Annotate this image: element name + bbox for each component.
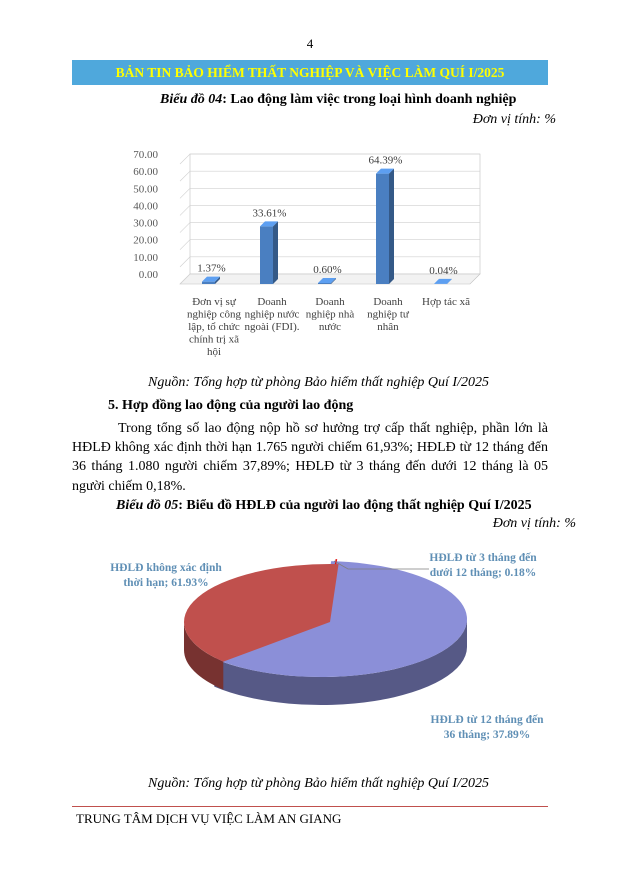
bar [260,221,278,284]
x-tick-label: nghiệp nhà [305,308,355,321]
paragraph-line: Trong tổng số lao động nộp hồ sơ hưởng trợ cấp thất nghiệp, phần lớn là [118,421,548,436]
pie-data-label: HĐLĐ từ 12 tháng đến [430,714,544,726]
bar-front [260,226,273,284]
x-tick-label: Doanh [257,296,287,308]
chart-back-wall [190,154,480,274]
x-tick-label: chính trị xã [188,333,240,346]
chart2-caption-prefix: Biểu đồ 05 [116,498,179,513]
x-tick-label: ngoài (FDI). [244,321,300,333]
bar-side [273,221,278,284]
bar [376,169,394,284]
x-tick-label: Doanh [373,296,403,308]
chart1-caption [160,92,516,108]
footer-rule [72,806,548,807]
x-tick-label: nghiệp công [186,308,242,321]
bar-front [202,282,215,284]
chart2-caption-text: : Biểu đồ HĐLĐ của người lao động thất nghiệp Quí I/2025 [178,498,532,513]
bar-data-label: 64.39% [368,154,403,167]
x-tick-label: Doanh [315,296,345,308]
x-tick-label: Hợp tác xã [422,296,470,308]
bar-data-label: 1.37% [197,262,226,275]
gridline [180,240,480,250]
chart1-unit: Đơn vị tính: % [472,112,556,127]
x-tick-label: hội [206,346,222,358]
x-tick-label: nghiệp nước [244,308,300,321]
chart2-caption [116,498,532,514]
paragraph-line: HĐLĐ không xác định thời hạn 1.765 người chiếm 61,93%; HĐLĐ từ 12 tháng đến [72,440,548,456]
bar-front [318,283,331,284]
x-tick-label: Đơn vị sự [192,296,236,308]
section-heading: 5. Hợp đồng lao động của người lao động [108,398,354,413]
gridline [180,154,480,164]
pie-data-label: thời hạn; 61.93% [123,577,209,589]
y-tick-label: 40.00 [133,200,158,213]
bar-chart [120,140,520,372]
y-tick-label: 30.00 [133,217,158,230]
chart1-source: Nguồn: Tổng hợp từ phòng Bảo hiểm thất nghiệp Quí I/2025 [148,375,489,390]
bar-data-label: 0.60% [313,263,342,276]
pie-data-label: dưới 12 tháng; 0.18% [429,567,537,579]
x-tick-label: nước [318,321,342,333]
gridline [180,205,480,215]
paragraph-line: người chiếm 0,18%. [72,478,186,494]
y-tick-label: 50.00 [133,183,158,196]
chart1-caption-prefix: Biểu đồ 04 [160,92,223,107]
y-tick-label: 10.00 [133,251,158,264]
footer-text: TRUNG TÂM DỊCH VỤ VIỆC LÀM AN GIANG [76,811,342,826]
chart1-caption-text: : Lao động làm việc trong loại hình doanh nghiệp [222,92,517,107]
bar-data-label: 0.04% [429,264,458,277]
gridline [180,223,480,233]
pie-data-label: HĐLĐ từ 3 tháng đến [429,552,537,564]
y-tick-label: 20.00 [133,234,158,247]
x-tick-label: lập, tổ chức [188,321,240,333]
gridline [180,171,480,181]
section-paragraph [72,419,548,496]
x-tick-label: nhân [377,321,399,333]
bar-side [389,169,394,284]
pie-data-label: HĐLĐ không xác định [110,562,222,574]
x-tick-label: nghiệp tư [367,308,409,321]
bar-data-label: 33.61% [252,207,287,220]
chart2-unit: Đơn vị tính: % [492,516,576,531]
y-tick-label: 0.00 [138,269,158,281]
pie-data-label: 36 tháng; 37.89% [443,729,531,741]
y-tick-label: 70.00 [133,149,158,161]
pie-chart [80,535,560,775]
y-tick-label: 60.00 [133,166,158,179]
paragraph-line: 36 tháng 1.080 người chiếm 37,89%; HĐLĐ từ 3 tháng đến dưới 12 tháng là 05 [72,459,548,475]
chart2-source: Nguồn: Tổng hợp từ phòng Bảo hiểm thất nghiệp Quí I/2025 [148,776,489,791]
bulletin-banner: BẢN TIN BẢO HIỂM THẤT NGHIỆP VÀ VIỆC LÀM QUÍ I/2025 [72,60,548,85]
gridline [180,188,480,198]
page-number: 4 [306,36,314,51]
bar-front [376,174,389,284]
